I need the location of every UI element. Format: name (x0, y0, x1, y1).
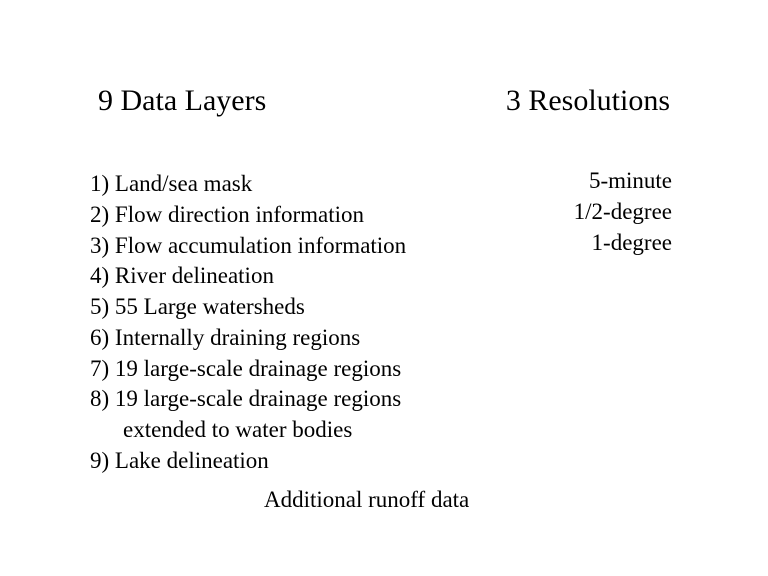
layer-item: 3) Flow accumulation information (90, 232, 407, 258)
resolutions-heading: 3 Resolutions (505, 84, 670, 117)
data-layers-list (90, 169, 406, 477)
resolution-item: 1/2-degree (573, 198, 672, 224)
layer-item: 5) 55 Large watersheds (90, 294, 305, 319)
layer-item: 2) Flow direction information (90, 201, 365, 227)
layer-item: 6) Internally draining regions (90, 324, 361, 350)
layer-item: 7) 19 large-scale drainage regions (90, 355, 402, 381)
layer-item: 8) 19 large-scale drainage regions (90, 386, 402, 412)
resolution-item: 1-degree (591, 229, 672, 255)
data-layers-heading: 9 Data Layers (98, 84, 267, 117)
resolution-item: 5-minute (588, 168, 672, 193)
layer-item-continuation: extended to water bodies (123, 417, 353, 442)
additional-runoff-note: Additional runoff data (264, 487, 470, 512)
layer-item: 9) Lake delineation (90, 447, 269, 473)
layer-item: 1) Land/sea mask (90, 171, 253, 196)
resolutions-list (574, 166, 672, 258)
layer-item: 4) River delineation (90, 263, 274, 289)
